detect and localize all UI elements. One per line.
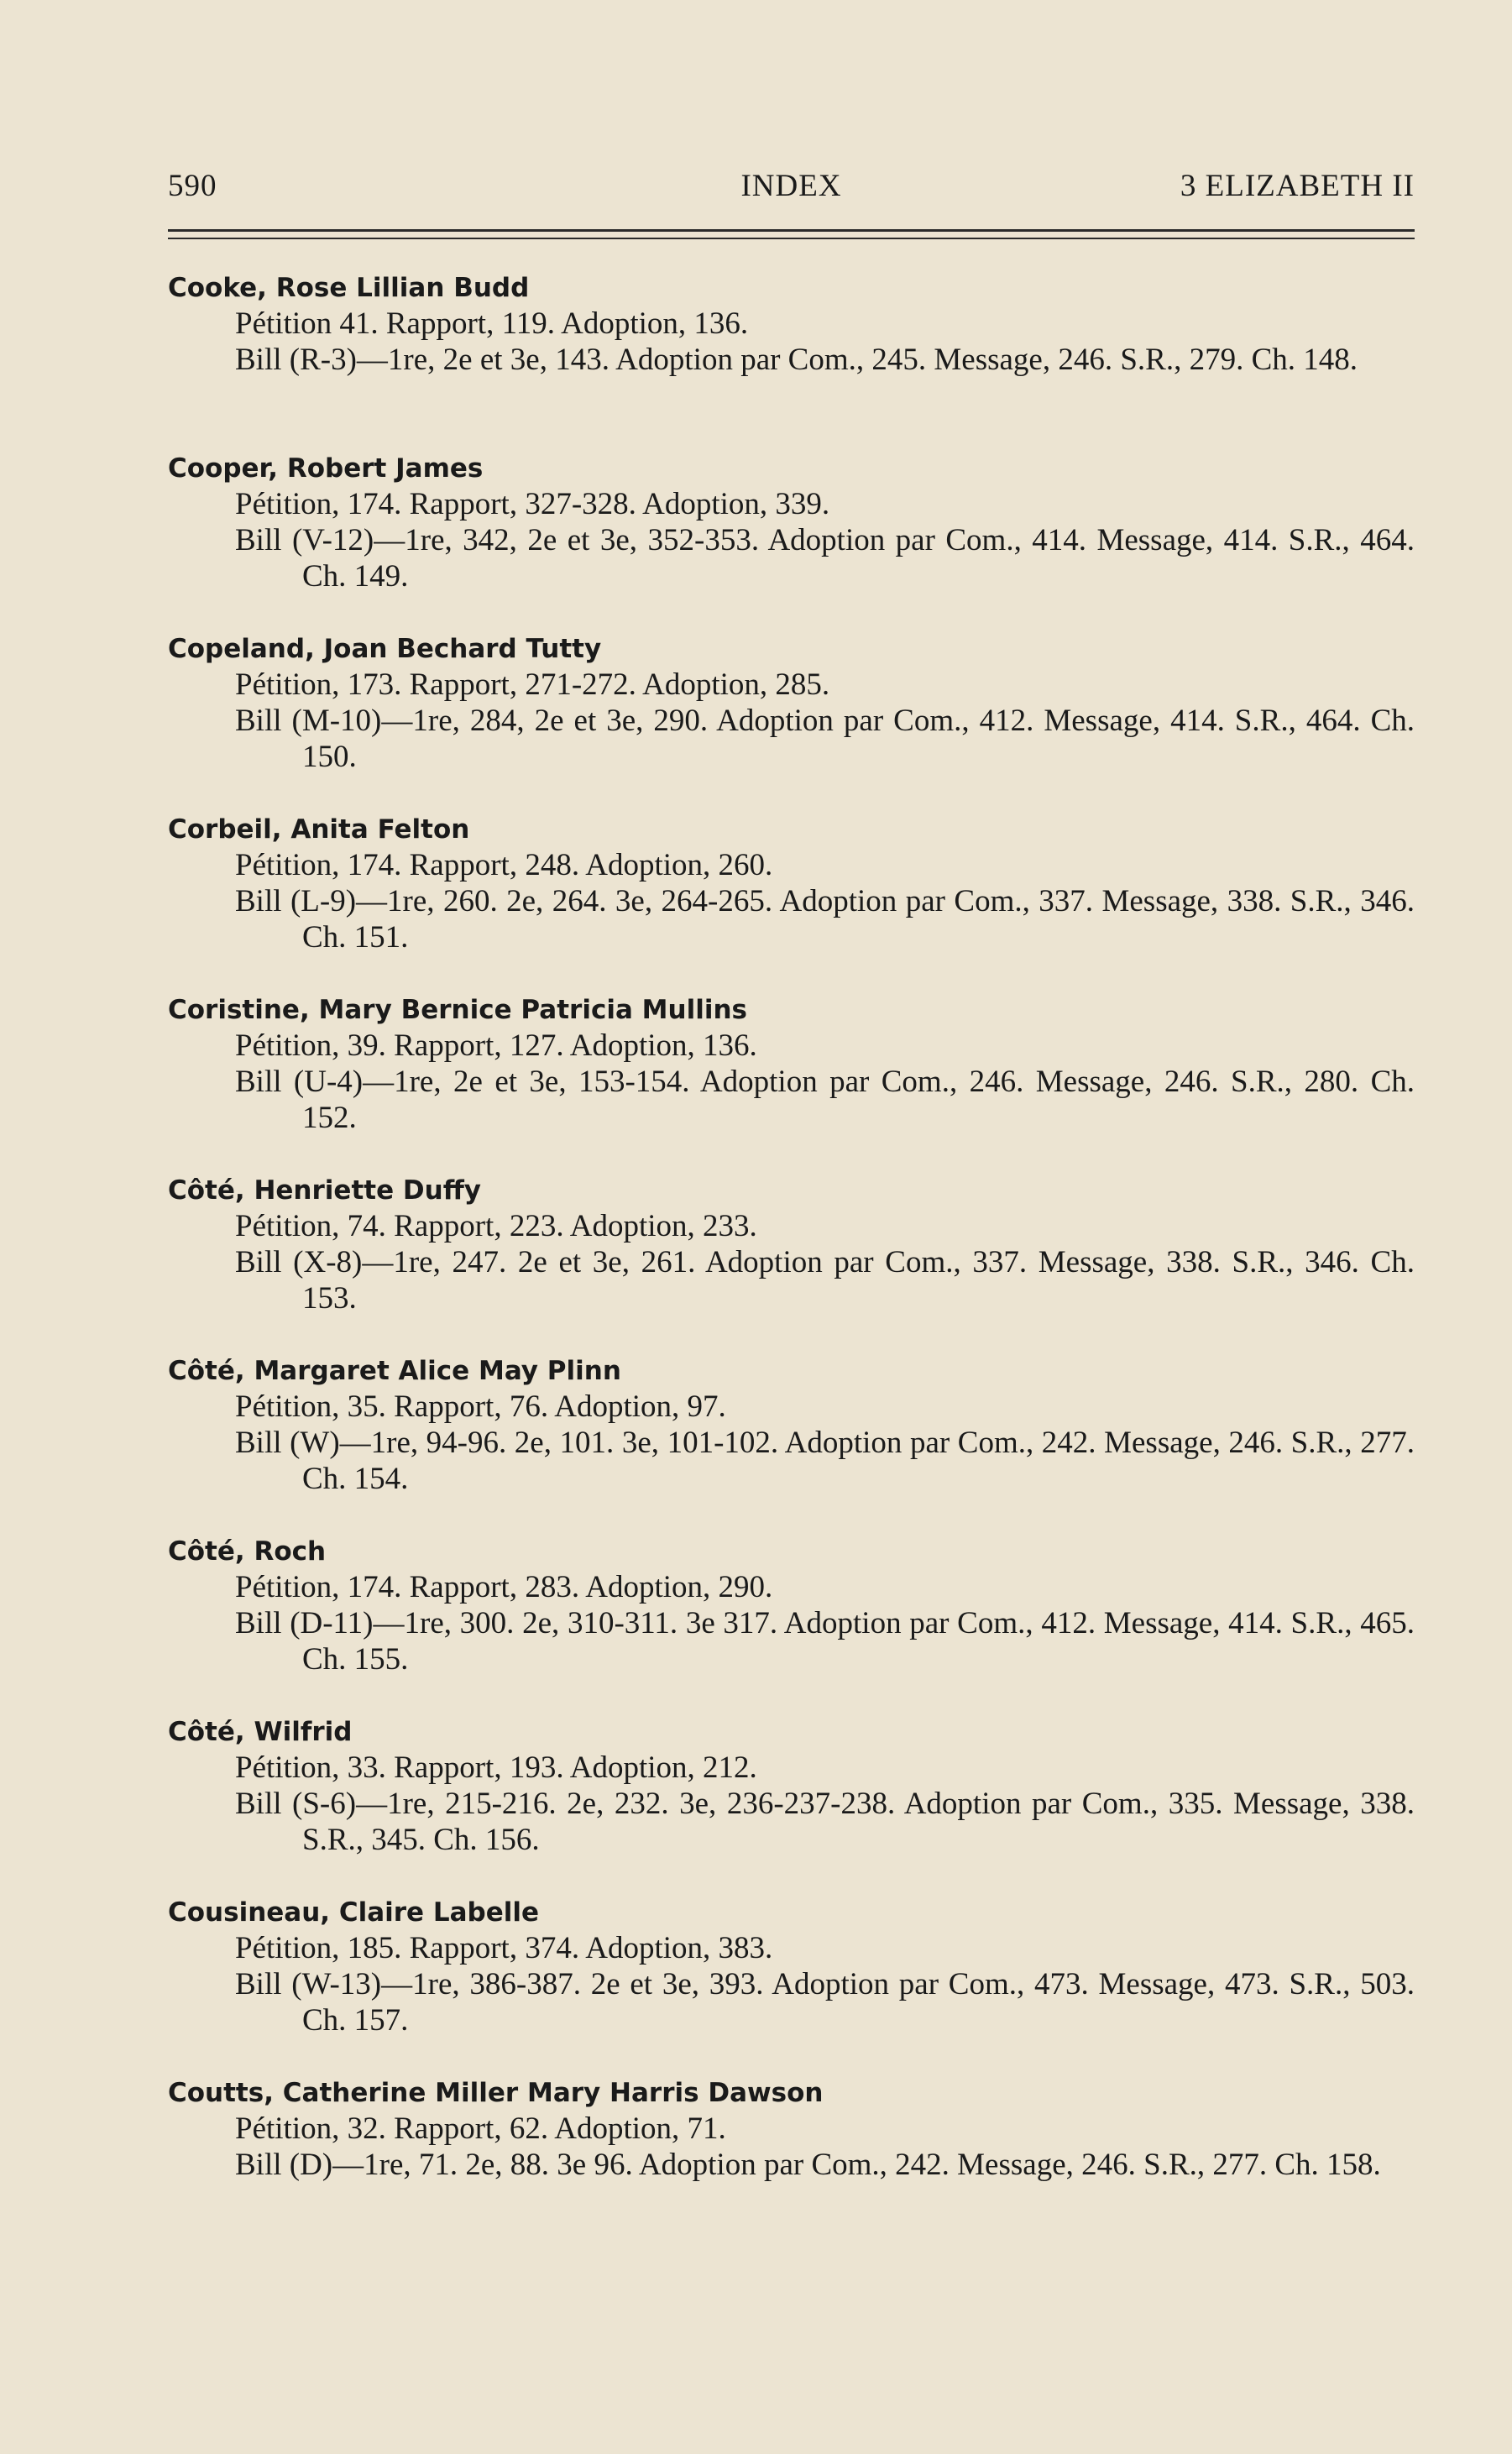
index-entry [168, 1353, 1415, 1534]
entry-petition: Pétition, 174. Rapport, 248. Adoption, 260. [235, 848, 773, 882]
page-title: INDEX [740, 169, 842, 203]
entry-petition: Pétition, 174. Rapport, 327-328. Adoption, 339. [235, 487, 830, 521]
index-entry [168, 992, 1415, 1173]
entry-bill: Bill (R-3)—1re, 2e et 3e, 143. Adoption par Com., 245. Message, 246. S.R., 279. Ch. 148. [235, 343, 1358, 377]
index-entry [168, 631, 1415, 812]
entry-name: Côté, Wilfrid [168, 1717, 353, 1747]
entry-name: Côté, Margaret Alice May Plinn [168, 1356, 621, 1386]
index-entry [168, 1173, 1415, 1353]
entry-bill: Bill (D)—1re, 71. 2e, 88. 3e 96. Adoption par Com., 242. Message, 246. S.R., 277. Ch. 158. [235, 2148, 1381, 2182]
entry-bill: Bill (X-8)—1re, 247. 2e et 3e, 261. Adoption par Com., 337. Message, 338. S.R., 346. Ch. 153. [235, 1245, 1415, 1316]
entry-petition: Pétition, 39. Rapport, 127. Adoption, 136. [235, 1028, 757, 1063]
index-entry [168, 812, 1415, 992]
entry-name: Copeland, Joan Bechard Tutty [168, 634, 602, 664]
entry-bill: Bill (L-9)—1re, 260. 2e, 264. 3e, 264-265. Adoption par Com., 337. Message, 338. S.R., 346. Ch. 151. [235, 884, 1415, 955]
header-rule-bottom [168, 238, 1415, 239]
entry-bill: Bill (S-6)—1re, 215-216. 2e, 232. 3e, 236-237-238. Adoption par Com., 335. Message, 338. S.R., 345. Ch. 156. [235, 1787, 1415, 1857]
entry-petition: Pétition, 74. Rapport, 223. Adoption, 233. [235, 1209, 757, 1243]
entry-bill: Bill (W)—1re, 94-96. 2e, 101. 3e, 101-102. Adoption par Com., 242. Message, 246. S.R., 277. Ch. 154. [235, 1426, 1415, 1496]
entry-name: Corbeil, Anita Felton [168, 814, 470, 845]
entry-petition: Pétition 41. Rapport, 119. Adoption, 136. [235, 306, 749, 341]
entry-name: Coristine, Mary Bernice Patricia Mullins [168, 995, 747, 1025]
entry-name: Cooke, Rose Lillian Budd [168, 273, 530, 303]
entry-petition: Pétition, 32. Rapport, 62. Adoption, 71. [235, 2111, 726, 2146]
entry-petition: Pétition, 33. Rapport, 193. Adoption, 212. [235, 1750, 757, 1785]
entry-bill: Bill (M-10)—1re, 284, 2e et 3e, 290. Adoption par Com., 412. Message, 414. S.R., 464. Ch. 150. [235, 704, 1415, 774]
entry-petition: Pétition, 173. Rapport, 271-272. Adoption, 285. [235, 667, 830, 702]
index-entry [168, 1895, 1415, 2075]
entry-bill: Bill (U-4)—1re, 2e et 3e, 153-154. Adoption par Com., 246. Message, 246. S.R., 280. Ch. 152. [235, 1065, 1415, 1135]
index-entry [168, 1714, 1415, 1895]
entry-name: Coutts, Catherine Miller Mary Harris Dawson [168, 2078, 824, 2108]
reign-label: 3 ELIZABETH II [1180, 169, 1415, 203]
entry-bill: Bill (D-11)—1re, 300. 2e, 310-311. 3e 317. Adoption par Com., 412. Message, 414. S.R., 465. Ch. 155. [235, 1606, 1415, 1677]
page-number: 590 [168, 169, 217, 203]
entry-name: Cooper, Robert James [168, 453, 484, 484]
entry-name: Cousineau, Claire Labelle [168, 1897, 540, 1928]
index-entry [168, 1534, 1415, 1714]
index-entry [168, 451, 1415, 631]
entry-petition: Pétition, 185. Rapport, 374. Adoption, 383. [235, 1931, 773, 1965]
index-entry [168, 2075, 1415, 2256]
entry-bill: Bill (V-12)—1re, 342, 2e et 3e, 352-353. Adoption par Com., 414. Message, 414. S.R., 464. Ch. 149. [235, 523, 1415, 594]
entry-petition: Pétition, 35. Rapport, 76. Adoption, 97. [235, 1389, 726, 1424]
index-entries [168, 270, 1415, 2256]
entry-bill: Bill (W-13)—1re, 386-387. 2e et 3e, 393. Adoption par Com., 473. Message, 473. S.R., 503. Ch. 157. [235, 1967, 1415, 2038]
entry-petition: Pétition, 174. Rapport, 283. Adoption, 290. [235, 1570, 773, 1604]
entry-name: Côté, Roch [168, 1536, 327, 1567]
entry-name: Côté, Henriette Duffy [168, 1175, 482, 1206]
header-rule-top [168, 229, 1415, 232]
index-entry [168, 270, 1415, 451]
page-header [168, 161, 1415, 220]
